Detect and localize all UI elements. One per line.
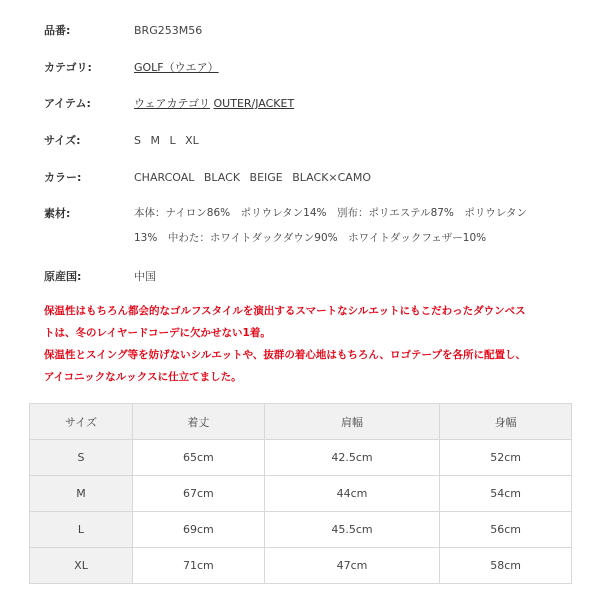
table-cell: 58cm <box>440 548 572 584</box>
color-option: BLACK×CAMO <box>292 171 371 184</box>
origin-value: 中国 <box>134 270 156 283</box>
size-chart-table <box>29 403 572 584</box>
description-line: 保温性とスイング等を妨げないシルエットや、抜群の着心地はもちろん、ロゴテープを各所に配置し、 <box>44 349 527 361</box>
category-label: カテゴリ: <box>44 61 92 74</box>
table-cell: 47cm <box>264 548 439 584</box>
description-line: トは、冬のレイヤードコーデに欠かせない1着。 <box>44 327 271 339</box>
outer-jacket-link[interactable]: OUTER/JACKET <box>213 97 295 110</box>
wear-category-link[interactable]: ウェアカテゴリ <box>134 97 211 110</box>
color-option: BLACK <box>203 171 241 184</box>
table-cell: M <box>30 476 133 512</box>
table-cell: 56cm <box>440 512 572 548</box>
category-link[interactable]: GOLF（ウエア） <box>134 61 219 74</box>
table-cell: 42.5cm <box>264 440 439 476</box>
table-cell: 54cm <box>440 476 572 512</box>
table-row <box>30 440 572 476</box>
color-label: カラー: <box>44 171 82 184</box>
description-line: 保温性はもちろん都会的なゴルフスタイルを演出するスマートなシルエットにもこだわったダウンベス <box>44 305 526 317</box>
size-option: M <box>150 134 160 147</box>
table-cell: 67cm <box>133 476 265 512</box>
table-header-row <box>30 404 572 440</box>
description-line: アイコニックなルックスに仕立てました。 <box>44 371 242 383</box>
table-cell: 65cm <box>133 440 265 476</box>
table-cell: 52cm <box>440 440 572 476</box>
size-option: L <box>169 134 176 147</box>
table-cell: 45.5cm <box>264 512 439 548</box>
material-line: 13% 中わた：ホワイトダックダウン90% ホワイトダックフェザー10% <box>134 232 487 244</box>
product-description <box>44 300 564 388</box>
spec-material <box>44 201 590 255</box>
table-row <box>30 548 572 584</box>
header-width: 身幅 <box>440 404 572 440</box>
table-cell: L <box>30 512 133 548</box>
table-row <box>30 512 572 548</box>
product-code-label: 品番: <box>44 24 71 37</box>
table-cell: 44cm <box>264 476 439 512</box>
table-cell: 69cm <box>133 512 265 548</box>
material-label: 素材: <box>44 207 71 220</box>
size-values <box>134 128 590 153</box>
header-length: 着丈 <box>133 404 265 440</box>
material-line: 本体：ナイロン86% ポリウレタン14% 別布：ポリエステル87% ポリウレタン <box>134 207 527 219</box>
header-shoulder: 肩幅 <box>264 404 439 440</box>
color-option: BEIGE <box>249 171 283 184</box>
product-code-value: BRG253M56 <box>134 24 203 37</box>
size-label: サイズ: <box>44 134 81 147</box>
table-row <box>30 476 572 512</box>
size-option: S <box>134 134 141 147</box>
table-cell: S <box>30 440 133 476</box>
header-size: サイズ <box>30 404 133 440</box>
origin-label: 原産国: <box>44 270 82 283</box>
color-values <box>134 165 590 190</box>
table-cell: XL <box>30 548 133 584</box>
color-option: CHARCOAL <box>134 171 195 184</box>
size-option: XL <box>185 134 199 147</box>
table-cell: 71cm <box>133 548 265 584</box>
item-label: アイテム: <box>44 97 91 110</box>
